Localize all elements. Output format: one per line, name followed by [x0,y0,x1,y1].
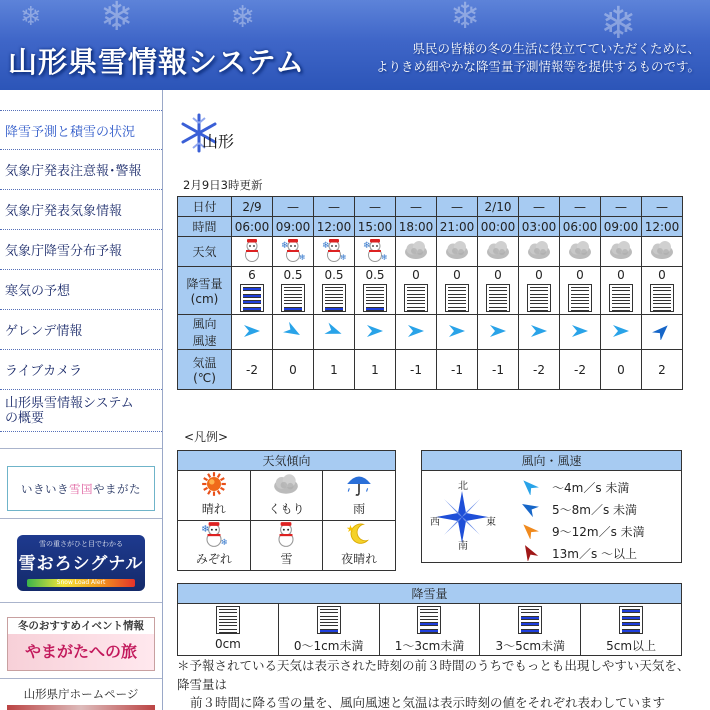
time-cell: 06:00 [560,217,601,237]
svg-text:❄: ❄ [381,253,388,262]
temperature-cell: 1 [314,350,355,390]
wind-arrow-icon [569,329,591,343]
svg-text:❄: ❄ [220,537,228,547]
wind-cell [642,315,683,350]
snowfall-cell [355,267,396,315]
snowfall-cell [560,267,601,315]
sidebar-item-warnings[interactable]: 気象庁発表注意報･警報 [0,150,162,190]
snowfall-value: 0.5 [283,268,303,282]
legend-item [250,471,323,521]
snowfall-gauge [568,284,592,312]
wind-cell [478,315,519,350]
weather-cell [232,237,273,267]
wind-arrow-icon [528,329,550,343]
temperature-cell: -2 [519,350,560,390]
snowflake-decoration-icon: ❄ [100,0,134,40]
weather-cell [314,237,355,267]
legend-item [518,521,645,541]
snowfall-gauge [322,284,346,312]
legend-label: ～4m／s 未満 [552,480,630,495]
legend-label: 雨 [353,502,366,516]
location-name: 山形 [202,132,235,151]
cloudy-icon [251,471,323,500]
wind-arrow-icon [241,329,263,343]
date-cell: 2/10 [478,197,519,217]
compass-west: 西 [430,517,440,528]
snowflake-decoration-icon: ❄ [450,0,481,37]
legend-label: 5～8m／s 未満 [552,502,638,517]
snowfall-gauge [609,284,633,312]
wind-arrow-icon [651,329,673,343]
weather-cell [437,237,478,267]
site-header [0,0,710,90]
legend-item [379,604,480,656]
temperature-cell: 1 [355,350,396,390]
row-label-time: 時間 [178,217,232,237]
wind-cell [273,315,314,350]
legend-row [178,521,396,571]
time-cell: 06:00 [232,217,273,237]
banner-ikiiki-yukiguni[interactable]: いきいき 雪国 やまがた [7,466,155,511]
compass-south: 南 [458,541,468,552]
row-label-date: 日付 [178,197,232,217]
compass-rose [428,481,496,552]
snowfall-gauge [363,284,387,312]
svg-text:❄: ❄ [281,241,289,251]
weather-cell [396,237,437,267]
snowfall-cell [478,267,519,315]
snowfall-cell [601,267,642,315]
snowfall-gauge [445,284,469,312]
snowflake-decoration-icon: ❄ [230,0,256,35]
wind-arrow-icon [518,477,552,498]
forecast-table [177,196,683,390]
row-label-wind: 風向 風速 [178,315,232,350]
snowfall-value: 0 [576,268,584,282]
wind-cell [437,315,478,350]
legend-label: 9～12m／s 未満 [552,524,645,539]
time-cell: 21:00 [437,217,478,237]
weather-cell [519,237,560,267]
legend-label: 5cm以上 [606,639,657,653]
svg-text:★: ★ [346,523,355,535]
clear-night-icon [323,521,395,550]
legend-label: 13m／s ～以上 [552,546,638,561]
table-row-temperature [178,350,683,390]
weather-cell [355,237,396,267]
table-row-wind [178,315,683,350]
time-cell: 18:00 [396,217,437,237]
snowfall-gauge [404,284,428,312]
cloudy-icon [608,251,634,265]
snowfall-gauge [527,284,551,312]
wind-arrow-icon [518,499,552,520]
sidebar-menu [0,110,162,432]
svg-text:❄: ❄ [200,523,210,535]
wind-arrow-icon [364,329,386,343]
date-cell: — [396,197,437,217]
banner-winter-events[interactable]: 冬のおすすめイベント情報 やまがたへの旅 [7,617,155,671]
cloudy-icon [403,251,429,265]
time-cell: 12:00 [314,217,355,237]
sidebar-item-weather-info[interactable]: 気象庁発表気象情報 [0,190,162,230]
snowfall-cell [273,267,314,315]
snowfall-cell [232,267,273,315]
wind-cell [601,315,642,350]
sidebar-divider [0,518,162,519]
sidebar-divider [0,602,162,603]
wind-arrow-icon [487,329,509,343]
snowfall-value: 0 [412,268,420,282]
legend-row [178,604,682,656]
legend-item [518,499,637,519]
legend-item [323,521,396,571]
table-row-date [178,197,683,217]
note-text: ＊予報されている天気は表示された時刻の前３時間のうちでもっとも出現しやすい天気を、降雪量は [177,658,690,692]
weather-cell [478,237,519,267]
sidebar-item-system-overview[interactable]: 山形県雪情報システム の概要 [0,390,162,432]
snow-icon [251,521,323,550]
legend-item [178,604,279,656]
date-cell: — [355,197,396,217]
wind-cell [560,315,601,350]
wind-legend [421,450,682,563]
time-cell: 15:00 [355,217,396,237]
snowfall-value: 6 [248,268,256,282]
sidebar-item-snowfall-map[interactable]: 気象庁降雪分布予報 [0,230,162,270]
snowflake-decoration-icon: ❄ [20,2,42,32]
legend-row [178,471,396,521]
legend-label: くもり [268,502,305,516]
temperature-cell: 0 [601,350,642,390]
legend-label: 晴れ [201,502,226,516]
snowfall-gauge [216,606,240,634]
sleet-icon [178,521,250,550]
legend-item [518,543,637,563]
date-cell: — [314,197,355,217]
legend-item [480,604,581,656]
compass-north: 北 [458,481,468,492]
legend-item [323,471,396,521]
date-cell: — [273,197,314,217]
svg-text:❄: ❄ [299,253,306,262]
wind-legend-head: 風向・風速 [422,451,681,471]
wind-arrow-icon [446,329,468,343]
snowfall-gauge [650,284,674,312]
snowfall-cell [519,267,560,315]
legend-title: <凡例> [184,430,229,444]
legend-label: 雪 [280,552,293,566]
snowfall-legend [177,583,682,656]
cloudy-icon [485,251,511,265]
legend-label: 1～3cm未満 [394,639,465,653]
table-row-time [178,217,683,237]
date-cell: — [560,197,601,217]
sidebar [0,90,163,710]
sleet-icon [321,241,347,265]
time-cell: 00:00 [478,217,519,237]
sidebar-item-ski-slopes[interactable]: ゲレンデ情報 [0,310,162,350]
sleet-icon [280,241,306,265]
sleet-icon [362,241,388,265]
weather-cell [642,237,683,267]
legend-label: 3～5cm未満 [495,639,566,653]
weather-cell [601,237,642,267]
svg-text:❄: ❄ [363,241,371,251]
time-cell: 03:00 [519,217,560,237]
update-time: 2月9日3時更新 [183,178,263,192]
date-cell: — [437,197,478,217]
row-label-weather: 天気 [178,237,232,267]
date-cell: — [519,197,560,217]
compass-east: 東 [486,517,496,528]
site-title: 山形県雪情報システム [8,45,306,79]
date-cell: 2/9 [232,197,273,217]
time-cell: 12:00 [642,217,683,237]
temperature-cell: -2 [560,350,601,390]
wind-arrow-icon [518,521,552,542]
wind-cell [519,315,560,350]
temperature-cell: 0 [273,350,314,390]
snowfall-gauge [417,606,441,634]
legend-label: 夜晴れ [341,552,378,566]
sidebar-divider [0,678,162,679]
sunny-icon [178,471,250,500]
prefecture-homepage-link[interactable]: 山形県庁ホームページ [23,687,139,701]
snowfall-gauge [619,606,643,634]
date-cell: — [642,197,683,217]
site-tagline: 県民の皆様の冬の生活に役立てていただくために、 よりきめ細やかな降雪量予測情報等を提供するものです。 [375,41,700,74]
weather-cell [273,237,314,267]
temperature-cell: -1 [437,350,478,390]
snow-icon [239,251,265,265]
wind-arrow-icon [323,329,345,343]
sidebar-item-cold-air[interactable]: 寒気の予想 [0,270,162,310]
wind-cell [355,315,396,350]
legend-label: 0cm [214,637,241,651]
row-label-snowfall: 降雪量 (cm) [178,267,232,315]
table-row-weather [178,237,683,267]
note-text: 前３時間に降る雪の量を、風向風速と気温は表示時刻の値をそれぞれ表わしています [190,695,666,710]
banner-snow-load-signal[interactable]: 雪の重さがひと目でわかる 雪おろシグナル Snow Load Alert [17,535,145,591]
legend-item [178,471,251,521]
wind-cell [396,315,437,350]
snowfall-cell [314,267,355,315]
snowfall-gauge [281,284,305,312]
wind-arrow-icon [610,329,632,343]
wind-arrow-icon [405,329,427,343]
svg-text:❄: ❄ [340,253,347,262]
legend-item [518,477,629,497]
wind-cell [232,315,273,350]
legend-item [278,604,379,656]
sidebar-item-live-camera[interactable]: ライブカメラ [0,350,162,390]
snowflake-decoration-icon: ❄ [600,0,637,49]
wind-arrow-icon [518,543,552,564]
time-cell: 09:00 [273,217,314,237]
snowfall-cell [396,267,437,315]
rain-icon [323,471,395,500]
row-label-temperature: 気温 (℃) [178,350,232,390]
time-cell: 09:00 [601,217,642,237]
wind-arrow-icon [282,329,304,343]
snowfall-gauge [317,606,341,634]
cloudy-icon [649,251,675,265]
svg-text:❄: ❄ [322,241,330,251]
snowfall-value: 0.5 [365,268,385,282]
snowfall-value: 0 [494,268,502,282]
snowfall-value: 0 [658,268,666,282]
cloudy-icon [444,251,470,265]
legend-item [178,521,251,571]
temperature-cell: -2 [232,350,273,390]
snowfall-value: 0.5 [324,268,344,282]
cloudy-icon [526,251,552,265]
snowfall-value: 0 [453,268,461,282]
temperature-cell: -1 [478,350,519,390]
sidebar-item-snow-forecast[interactable]: 降雪予測と積雪の状況 [0,110,162,150]
legend-label: 0～1cm未満 [293,639,364,653]
temperature-cell: 2 [642,350,683,390]
snowfall-legend-head: 降雪量 [178,584,682,604]
snowfall-cell [437,267,478,315]
weather-legend-head: 天気傾向 [178,451,396,471]
prefecture-homepage-banner[interactable] [7,705,155,710]
wind-cell [314,315,355,350]
table-row-snowfall [178,267,683,315]
legend-item [250,521,323,571]
weather-cell [560,237,601,267]
snowfall-value: 0 [535,268,543,282]
cloudy-icon [567,251,593,265]
legend-item [581,604,682,656]
legend-label: みぞれ [195,552,232,566]
temperature-cell: -1 [396,350,437,390]
snowfall-gauge [486,284,510,312]
snowfall-value: 0 [617,268,625,282]
snowfall-gauge [518,606,542,634]
snowfall-cell [642,267,683,315]
location-heading [178,112,298,157]
weather-legend [177,450,396,571]
snowfall-gauge [240,284,264,312]
date-cell: — [601,197,642,217]
sidebar-divider [0,448,162,449]
